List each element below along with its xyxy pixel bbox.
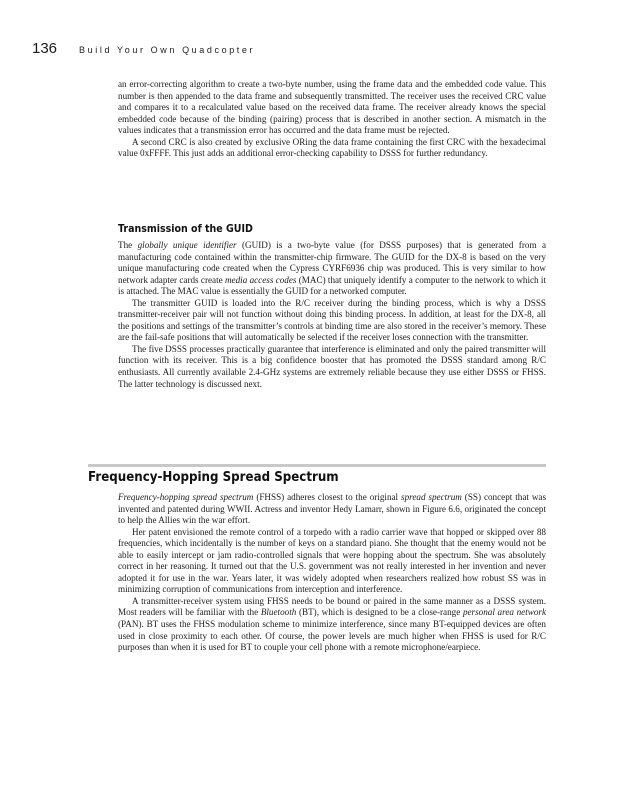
running-header [32,40,255,64]
paragraph: The transmitter GUID is loaded into the R/C receiver during the binding process, which is why a DSSS transmitter-receiver pair will not function without doing this binding process. In addition, at least for the DX-8, all the positions and settings of the transmitter’s controls at binding time are also stored in the receiver’s memory. These are the fail-safe positions that will automatically be selected if the receiver loses connection with the transmitter. [118,297,546,343]
text-run: A transmitter-receiver system using FHSS needs to be bound or paired in the same manner as a DSSS system. Most readers will be familiar with the [118,595,546,618]
text-run: (SS) concept that was invented and patented during WWII. Actress and inventor Hedy Lamarr, shown in Figure 6.6, originated the concept to help the Allies win the war effort. [118,492,547,526]
text-run: (FHSS) adheres closest to the original [253,492,402,502]
crc-text-block [118,79,546,160]
subsection-heading: Transmission of the GUID [118,223,253,235]
fhss-text-block [118,492,546,654]
paragraph [118,596,546,654]
section-heading: Frequency-Hopping Spread Spectrum [88,470,339,485]
italic-term: Bluetooth [260,607,297,618]
text-run: (MAC) that uniquely identify a computer to the network to which it is attached. The MAC value is essentially the GUID for a networked computer. [118,274,546,297]
paragraph: an error-correcting algorithm to create a two-byte number, using the frame data and the embedded code value. This number is then appended to the data frame and subsequently transmitted. The receiver uses the received CRC value and compares it to a recalculated value based on the received data frame. The receiver already knows the special embedded code because of the binding (pairing) process that is described in another section. A mismatch in the values indicates that a transmission error has occurred and the data frame must be rejected. [118,79,546,136]
guid-text-block [118,240,546,390]
italic-term: spread spectrum [401,492,462,502]
paragraph [118,492,546,527]
text-run: (GUID) is a two-byte value (for DSSS purposes) that is generated from a manufacturing code contained within the transmitter-chip firmware. The GUID for the DX-8 is based on the very unique manufacturing code created when the Cypress CYRF6936 chip was produced. This is very similar to how network adapter cards create [118,240,546,285]
paragraph: Her patent envisioned the remote control of a torpedo with a radio carrier wave that hopped or skipped over 88 frequencies, which incidentally is the number of keys on a standard piano. She thought that the enemy would not be able to easily intercept or jam radio-controlled signals that were hopping about the spectrum. She was absolutely correct in her reasoning. It turned out that the U.S. government was not really interested in her invention and never adopted it for use in the war. Years later, it was widely adopted when researchers realized how robust SS was in minimizing corruption of communications from interception and interference. [118,526,546,595]
text-run: The [118,240,138,250]
italic-term: personal area network [462,607,546,618]
text-run: (BT), which is designed to be a close-range [296,607,463,618]
section-divider [88,464,546,467]
paragraph [118,240,546,298]
text-run: (PAN). BT uses the FHSS modulation scheme to minimize interference, since many BT-equipped devices are often used in close proximity to each other. Of course, the power levels are much higher when FHSS is used for R/C purposes than when it is used for BT to couple your cell phone with a remote microphone/earpiece. [118,619,546,653]
book-title: Build Your Own Quadcopter [79,45,256,55]
italic-term: globally unique identifier [137,240,237,250]
italic-term: Frequency-hopping spread spectrum [118,492,254,502]
page-number: 136 [32,40,58,57]
paragraph: The five DSSS processes practically guarantee that interference is eliminated and only the paired transmitter will function with its receiver. This is a big confidence booster that has promoted the DSSS standard among R/C enthusiasts. All currently available 2.4-GHz systems are extremely reliable because they use either DSSS or FHSS. The latter technology is discussed next. [118,343,546,389]
italic-term: media access codes [224,274,297,285]
paragraph: A second CRC is also created by exclusive ORing the data frame containing the first CRC with the hexadecimal value 0xFFFF. This just adds an additional error-checking capability to DSSS for further redundancy. [118,136,546,159]
